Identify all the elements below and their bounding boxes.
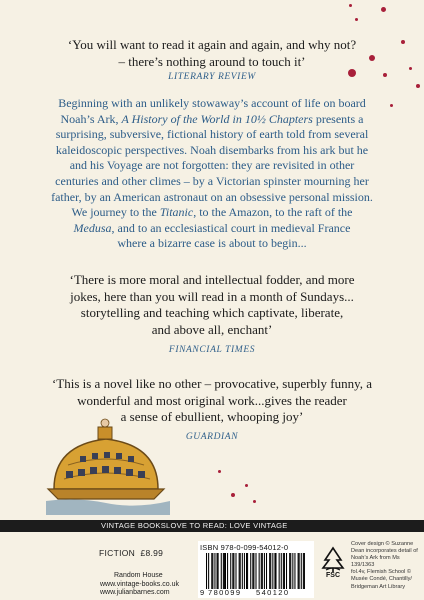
barcode-bar — [279, 553, 280, 589]
author-url: www.julianbarnes.com — [100, 589, 170, 596]
blurb-line: father, by an American astronaut on an obsessive personal mission. — [51, 189, 373, 204]
quote-line: ‘This is a novel like no other – provocative, superbly funny, a — [51, 376, 373, 391]
quote-line: wonderful and most original work...gives the reader — [77, 392, 347, 408]
blurb-line: and his Voyage are not forgotten: they are revisited in other — [69, 158, 355, 173]
blurb-text: We journey to the — [71, 205, 160, 220]
barcode-bar — [232, 553, 233, 589]
quote-line: – there’s nothing around to touch it’ — [118, 53, 306, 69]
barcode-bar — [223, 553, 224, 589]
book-title: A History of the World in 10½ Chapters — [121, 111, 313, 126]
review-quote-1 — [20, 37, 404, 70]
price-label: £8.99 — [140, 548, 164, 558]
blurb-text: Noah’s Ark, — [60, 111, 122, 126]
imprint-bar — [0, 520, 424, 532]
barcode-bar — [292, 553, 293, 589]
blurb-line: kaleidoscopic perspectives. Noah disembarks from his ark but he — [55, 142, 369, 157]
blurb-line: Beginning with an unlikely stowaway’s account of life on board — [58, 96, 366, 110]
barcode-bar — [281, 553, 282, 589]
drop — [253, 500, 256, 503]
drop — [409, 67, 412, 70]
barcode-bar — [212, 553, 213, 589]
category-label: FICTION — [99, 548, 136, 558]
drop — [401, 40, 405, 44]
drop — [383, 73, 387, 77]
barcode-icon — [206, 553, 306, 589]
ship-name: Medusa — [73, 220, 112, 235]
barcode-bar — [272, 553, 273, 589]
barcode-bar — [275, 553, 276, 589]
barcode-bar — [233, 553, 234, 589]
barcode-bar — [239, 553, 240, 589]
quote-source-2: FINANCIAL TIMES — [168, 345, 256, 355]
barcode-bar — [214, 553, 215, 589]
isbn-number: ISBN 978-0-099-54012-0 — [200, 543, 289, 552]
fsc-label: FSC — [326, 572, 340, 579]
blurb-text: , to the Amazon, to the raft of the — [193, 205, 353, 220]
barcode-bar — [208, 553, 209, 589]
drop — [245, 484, 248, 487]
blurb-line: centuries and other climes – by a Victorian spinster mourning her — [55, 173, 369, 188]
publisher-url: www.vintage-books.co.uk — [100, 580, 179, 588]
barcode-bar — [206, 553, 207, 589]
barcode-bar — [217, 553, 218, 589]
blurb-text: presents a — [312, 111, 364, 126]
barcode-bar — [294, 553, 295, 589]
quote-line: and above all, enchant’ — [151, 321, 273, 337]
barcode-bar — [247, 553, 248, 589]
barcode-bar — [266, 553, 267, 589]
barcode-bar — [211, 553, 212, 589]
blurb-line — [38, 205, 386, 221]
quote-line: ‘There is more moral and intellectual fodder, and more — [69, 272, 355, 287]
credit-line: Dean incorporates detail of — [351, 548, 418, 555]
quote-line: ‘You will want to read it again and again, and why not? — [67, 37, 357, 52]
barcode-bar — [270, 553, 271, 589]
blurb-line — [38, 221, 386, 237]
imprint-name: VINTAGE BOOKS — [101, 521, 167, 530]
blurb-line: where a bizarre case is about to begin... — [117, 236, 307, 251]
drop — [369, 55, 375, 61]
ean-first-digit: 9 — [200, 588, 205, 597]
barcode-bar — [225, 553, 226, 589]
ean-left-group: 780099 — [208, 588, 242, 597]
barcode-bar — [286, 553, 287, 589]
drop — [390, 104, 393, 107]
book-blurb — [38, 96, 386, 252]
barcode-bar — [259, 553, 260, 589]
ean-right-group: 540120 — [256, 588, 290, 597]
barcode-bar — [283, 553, 284, 589]
quote-line: jokes, here than you will read in a month of Sundays... — [70, 288, 354, 304]
barcode-bar — [252, 553, 253, 589]
fsc-logo — [320, 546, 346, 580]
barcode-bar — [269, 553, 270, 589]
quote-line: a sense of ebullient, whooping joy’ — [120, 409, 304, 424]
barcode-bar — [253, 553, 254, 589]
ark-illustration-icon — [46, 415, 172, 515]
cover-credit — [351, 541, 421, 591]
review-quote-2 — [20, 272, 404, 338]
barcode-bar — [262, 553, 263, 589]
barcode-bar — [255, 553, 256, 589]
drop — [355, 18, 358, 21]
barcode-bar — [289, 553, 290, 589]
barcode-bar — [235, 553, 236, 589]
category-price — [99, 548, 163, 558]
barcode-bar — [230, 553, 231, 589]
barcode-bar — [221, 553, 222, 589]
publisher-name: Random House — [114, 572, 163, 579]
barcode-bar — [284, 553, 285, 589]
drop — [348, 69, 356, 77]
barcode-bar — [242, 553, 243, 589]
barcode-bar — [264, 553, 265, 589]
barcode-bar — [290, 553, 291, 589]
barcode-bar — [301, 553, 302, 589]
barcode-bar — [303, 553, 304, 589]
quote-source-1: LITERARY REVIEW — [168, 72, 256, 82]
quote-source-3: GUARDIAN — [185, 432, 239, 442]
drop — [381, 7, 386, 12]
drop — [231, 493, 235, 497]
barcode-bar — [240, 553, 241, 589]
blurb-line: surprising, subversive, fictional history of earth told from several — [55, 127, 369, 142]
ship-name: Titanic — [159, 205, 194, 220]
barcode-bar — [299, 553, 300, 589]
blurb-text: , and to an ecclesiastical court in medieval France — [111, 220, 351, 235]
barcode-bar — [218, 553, 219, 589]
publisher-info — [100, 572, 180, 598]
credit-line: Noah’s Ark from Ms 139/1363 — [351, 555, 400, 569]
barcode-bar — [261, 553, 262, 589]
ean-digits — [200, 589, 312, 597]
barcode-bar — [246, 553, 247, 589]
blurb-line — [38, 112, 386, 128]
barcode-bar — [298, 553, 299, 589]
barcode-bar — [250, 553, 251, 589]
credit-line: Bridgeman Art Library — [351, 583, 406, 590]
credit-line: fol.4v, Flemish School © — [351, 569, 411, 576]
credit-line: Musée Condé, Chantilly/ — [351, 576, 412, 583]
drop — [416, 84, 420, 88]
barcode-bar — [227, 553, 228, 589]
quote-line: storytelling and teaching which captivate, liberate, — [80, 305, 344, 320]
credit-line: Cover design © Suzanne — [351, 541, 414, 547]
imprint-tagline: LOVE TO READ: LOVE VINTAGE — [166, 521, 288, 530]
barcode-bar — [274, 553, 275, 589]
barcode-bar — [244, 553, 245, 589]
barcode-bar — [304, 553, 305, 589]
drop — [218, 470, 221, 473]
drop — [349, 4, 352, 7]
barcode-bar — [224, 553, 225, 589]
